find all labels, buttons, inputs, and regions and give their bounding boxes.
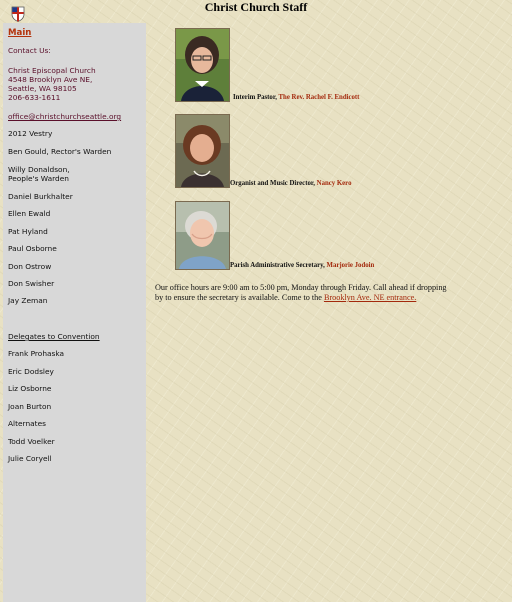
- alternate: Todd Voelker: [8, 437, 55, 446]
- vestry-member: Don Ostrow: [8, 262, 52, 271]
- vestry-member: Willy Donaldson,: [8, 165, 70, 174]
- staff-name: Nancy Kero: [316, 180, 352, 187]
- alternates-heading: Alternates: [8, 419, 46, 428]
- staff-caption: [230, 262, 374, 269]
- sidebar: [3, 23, 146, 602]
- delegate: Joan Burton: [8, 402, 52, 411]
- main-link[interactable]: Main: [8, 28, 32, 38]
- staff-photo-secretary: [175, 201, 230, 270]
- staff-photo-pastor: [175, 28, 230, 102]
- vestry-member: Ben Gould, Rector's Warden: [8, 147, 112, 156]
- staff-name: The Rev. Rachel F. Endicott: [278, 94, 360, 101]
- vestry-member: Daniel Burkhalter: [8, 192, 73, 201]
- staff-role: Interim Pastor,: [233, 94, 277, 101]
- phone-number: 206-633-1611: [8, 93, 61, 102]
- staff-caption: [233, 94, 359, 101]
- address-line: Seattle, WA 98105: [8, 84, 77, 93]
- vestry-member: People's Warden: [8, 174, 69, 183]
- staff-photo-organist: [175, 114, 230, 188]
- delegate: Eric Dodsley: [8, 367, 54, 376]
- staff-name: Marjorie Jodoin: [326, 262, 375, 269]
- delegates-heading-link[interactable]: Delegates to Convention: [8, 332, 100, 341]
- staff-caption: [230, 180, 351, 187]
- vestry-member: Paul Osborne: [8, 244, 57, 253]
- vestry-member: Don Swisher: [8, 279, 55, 288]
- office-hours-text: Our office hours are 9:00 am to 5:00 pm, Monday through Friday. Call ahead if dropping by to ensure the secretary is available. Come to the: [155, 283, 447, 302]
- address-line: Christ Episcopal Church: [8, 66, 96, 75]
- contact-heading: Contact Us:: [8, 46, 51, 55]
- address-line: 4548 Brooklyn Ave NE,: [8, 75, 93, 84]
- vestry-member: Jay Zeman: [8, 296, 48, 305]
- delegate: Liz Osborne: [8, 384, 52, 393]
- staff-role: Parish Administrative Secretary,: [230, 262, 325, 269]
- email-link[interactable]: office@christchurchseattle.org: [8, 112, 122, 121]
- vestry-heading: 2012 Vestry: [8, 129, 53, 138]
- vestry-member: Ellen Ewald: [8, 209, 51, 218]
- office-hours-paragraph: [155, 283, 455, 303]
- brooklyn-entrance-link[interactable]: Brooklyn Ave. NE entrance.: [323, 293, 417, 302]
- page-title: Christ Church Staff: [204, 0, 308, 14]
- delegate: Frank Prohaska: [8, 349, 65, 358]
- staff-role: Organist and Music Director,: [230, 180, 315, 187]
- alternate: Julie Coryell: [8, 454, 52, 463]
- vestry-member: Pat Hyland: [8, 227, 48, 236]
